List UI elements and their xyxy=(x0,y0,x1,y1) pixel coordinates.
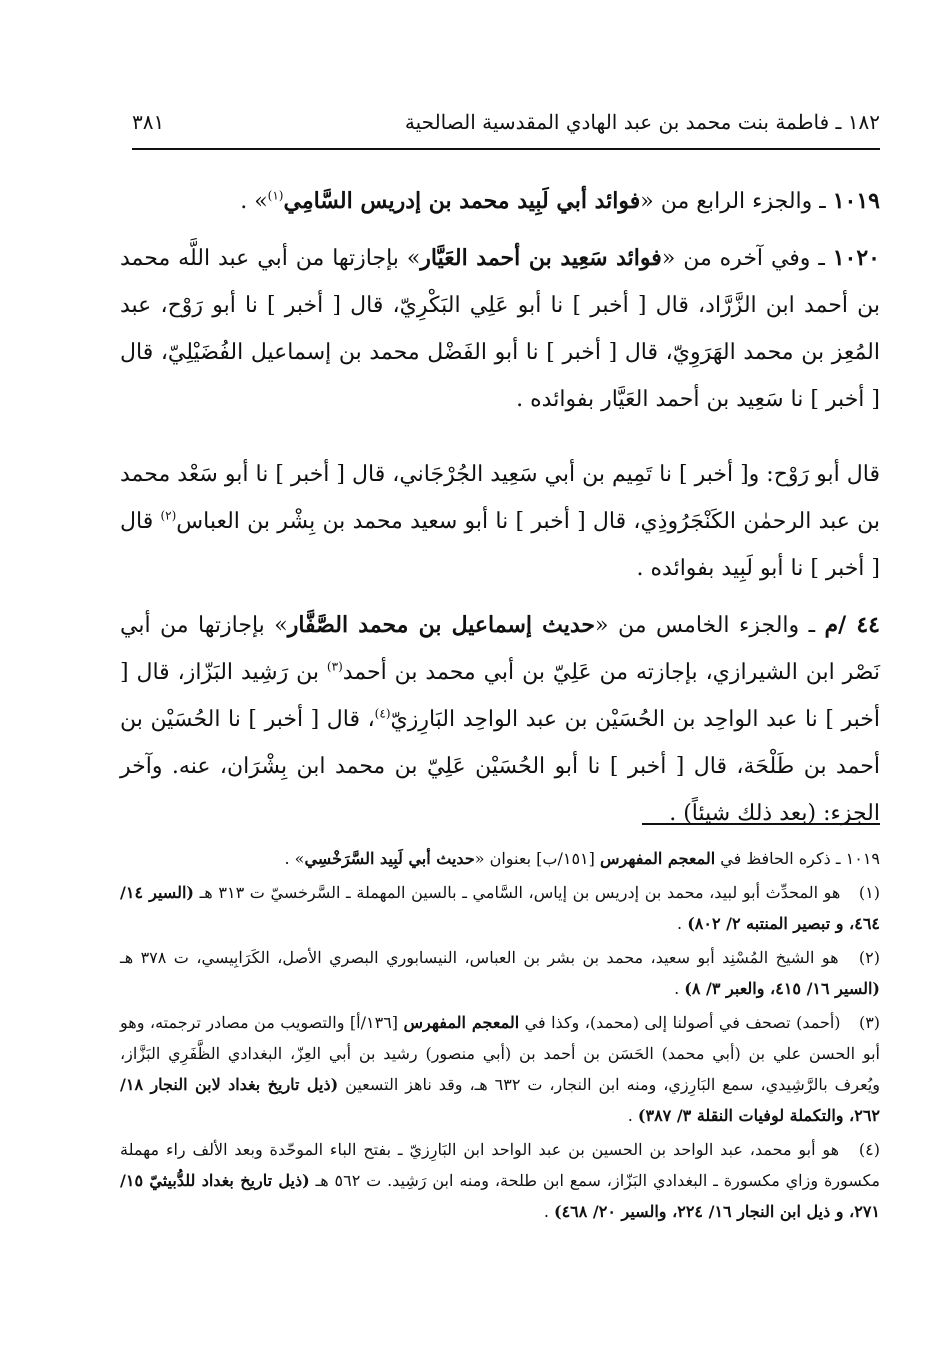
entry-title: فوائد أبي لَبِيد محمد بن إدريس السَّامِي xyxy=(283,188,641,214)
footnote-1019 xyxy=(120,843,880,874)
entry-text: ـ وفي آخره من « xyxy=(661,246,833,271)
footnote-ref: (١) xyxy=(267,188,284,203)
footnote-1 xyxy=(120,877,880,939)
entry-number: ١٠١٩ xyxy=(832,188,880,214)
footnote-text: ذكره الحافظ في xyxy=(715,849,831,868)
footnote-text: . xyxy=(627,1106,638,1125)
footnote-text: . xyxy=(677,914,688,933)
entry-1020 xyxy=(120,235,880,423)
footnote-ref: (٣) xyxy=(326,659,343,674)
entry-44m xyxy=(120,602,880,837)
footnote-source: (السير ١٦/ ٤١٥، والعبر ٣/ ٨) xyxy=(684,979,880,998)
footnote-ref: (٢) xyxy=(160,508,177,523)
footnote-source: حديث أبي لَبِيد السَّرَخْسِي xyxy=(304,849,475,868)
footnote-source: المعجم المفهرس xyxy=(599,849,716,868)
footnote-4 xyxy=(120,1134,880,1227)
footnote-label: (٢) xyxy=(858,948,880,967)
footnotes xyxy=(120,843,880,1230)
footnote-source: (السير ١٤/ ٤٦٤، و تبصير المنتبه ٢/ ٨٠٢) xyxy=(120,883,880,933)
entry-text: » . xyxy=(240,189,268,214)
footnote-label: (١) xyxy=(858,883,881,902)
entry-text: ـ والجزء الرابع من « xyxy=(640,189,833,214)
entry-text: » بإجازتها من أبي نَصْر ابن الشيرازي، بإجازته من عَلِيّ بن أبي محمد بن أحمد xyxy=(120,613,881,685)
footnote-text: . xyxy=(543,1202,554,1221)
entry-text: بن رَشِيد البَزّاز، قال [ أخبر ] نا عبد الواحِد بن الحُسَيْن بن عبد الواحِد البَارِزيّ xyxy=(120,660,880,732)
footnote-divider xyxy=(642,823,880,825)
entry-text: ، قال [ أخبر ] نا الحُسَيْن بن أحمد بن طَلْحَة، قال [ أخبر ] نا أبو الحُسَيْن عَلِيّ بن محمد ابن بِشْرَان، عنه. وآخر الجزء: (بعد ذلك شيئاً) . xyxy=(120,707,880,826)
footnote-source: (ذيل تاريخ بغداد لابن النجار ١٨/ ٢٦٢، والتكملة لوفيات النقلة ٣/ ٣٨٧) xyxy=(120,1075,880,1125)
chapter-title: ١٨٢ ـ فاطمة بنت محمد بن عبد الهادي المقدسية الصالحية xyxy=(404,110,880,134)
footnote-source: المعجم المفهرس xyxy=(403,1013,520,1032)
entry-text: ـ والجزء الخامس من « xyxy=(595,613,825,638)
footnote-text: [١٣٦/أ] والتصويب من مصادر ترجمته، وهو أبو الحسن علي بن (أبي محمد) الحَسَن بن أحمد بن (أبي منصور) رشيد بن أبي العِزّ، البغدادي الظَّفَرِي البَزَّاز، ويُعرف بالرَّشِيدي، سمع البَارِزي، ومنه ابن النجار، ت ٦٣٢ هـ، وقد ناهز التسعين xyxy=(120,1013,880,1094)
footnote-source: (ذيل تاريخ بغداد للدُّبيثيّ ١٥/ ٢٧١، و ذيل ابن النجار ١٦/ ٢٢٤، والسير ٢٠/ ٤٦٨) xyxy=(120,1171,880,1221)
footnote-text: . xyxy=(674,979,685,998)
entry-number: ٤٤ /م xyxy=(824,612,880,638)
abu-rawh-chain xyxy=(120,451,880,592)
footnote-label: (٤) xyxy=(858,1140,880,1159)
entry-number: ١٠٢٠ xyxy=(832,245,880,271)
footnote-text: (أحمد) تصحف في أصولنا إلى (محمد)، وكذا في xyxy=(519,1013,841,1032)
footnote-2 xyxy=(120,942,880,1004)
footnote-label: ١٠١٩ ـ xyxy=(835,849,880,868)
footnote-label: (٣) xyxy=(858,1013,881,1032)
footnote-text: » . xyxy=(284,849,305,868)
footnote-text: هو المحدِّث أبو لبيد، محمد بن إدريس بن إياس، السَّامي ـ بالسين المهملة ـ السَّرخسيّ ت ٣١٣ هـ xyxy=(193,883,841,902)
footnote-3 xyxy=(120,1007,880,1131)
entry-text: » بإجازتها من أبي عبد اللَّه محمد بن أحمد ابن الزَّرَّاد، قال [ أخبر ] نا أبو عَلِي البَكْرِيّ، قال [ أخبر ] نا أبو رَوْح، عبد المُعِز بن محمد الهَرَوِيّ، قال [ أخبر ] نا أبو الفَضْل محمد بن إسماعيل الفُضَيْلِيّ، قال [ أخبر ] نا سَعِيد بن أحمد العَيَّار بفوائده . xyxy=(120,246,880,412)
chain-text: قال [ أخبر ] نا أبو لَبِيد بفوائده . xyxy=(120,509,880,581)
main-text xyxy=(120,178,880,847)
entry-1019 xyxy=(120,178,880,225)
footnote-text: هو الشيخ المُسْنِد أبو سعيد، محمد بن بشر بن العباس، النيسابوري البصري الأصل، الكَرَابِيسي، ت ٣٧٨ هـ xyxy=(120,948,839,967)
entry-title: حديث إسماعيل بن محمد الصَّفَّار xyxy=(287,612,596,638)
page-number: ٣٨١ xyxy=(132,110,165,134)
running-header xyxy=(132,108,880,150)
footnote-ref: (٤) xyxy=(374,706,391,721)
entry-title: فوائد سَعِيد بن أحمد العَيَّار xyxy=(420,245,662,271)
chain-text: قال أبو رَوْح: و[ أخبر ] نا تَمِيم بن أبي سَعِيد الجُرْجَاني، قال [ أخبر ] نا أبو سَعْد محمد بن عبد الرحمٰن الكَنْجَرُوذِي، قال [ أخبر ] نا أبو سعيد محمد بن بِشْر بن العباس xyxy=(120,462,881,534)
footnote-text: [١٥١/ب] بعنوان « xyxy=(474,849,600,868)
footnote-text: هو أبو محمد، عبد الواحد بن الحسين بن عبد الواحد ابن البَارِزيّ ـ بفتح الباء الموحّدة وبعد الألف راء مهملة مكسورة وزاي مكسورة ـ البغدادي البَزّاز، سمع ابن طلحة، ومنه ابن رَشِيد. ت ٥٦٢ هـ xyxy=(120,1140,880,1190)
